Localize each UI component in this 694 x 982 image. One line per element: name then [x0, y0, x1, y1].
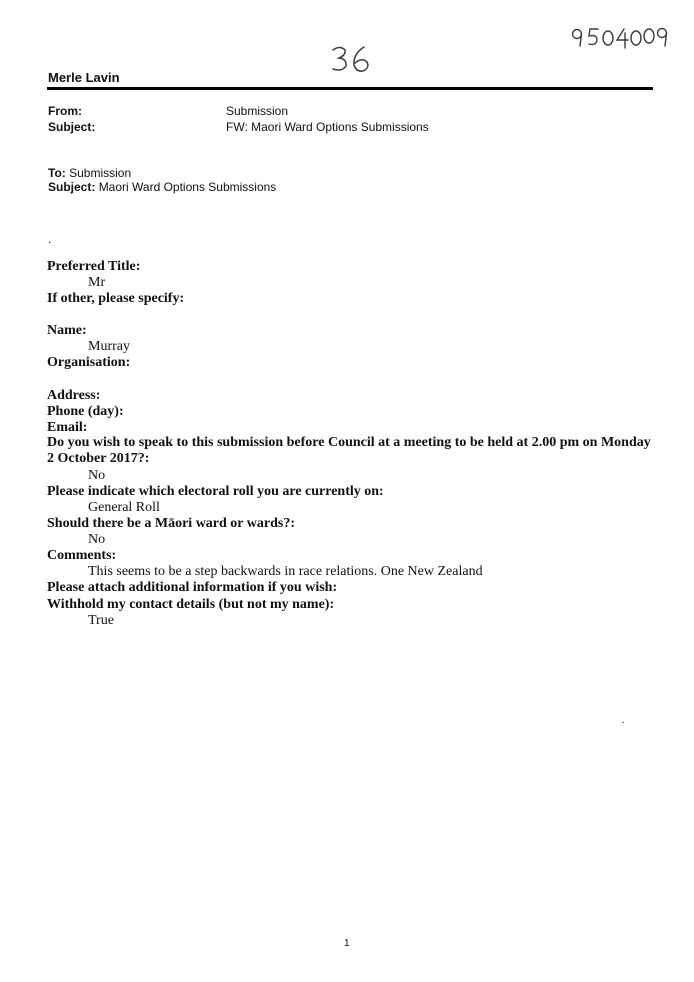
preferred-title-value: Mr	[88, 275, 106, 290]
maori-ward-label: Should there be a Māori ward or wards?:	[47, 516, 295, 531]
electoral-roll-value: General Roll	[88, 500, 160, 515]
page-number: 1	[344, 938, 350, 949]
from-label: From:	[48, 104, 82, 118]
to-label: To:	[48, 166, 66, 180]
body-marker: .	[48, 232, 52, 246]
withhold-details-label: Withhold my contact details (but not my name):	[47, 597, 335, 612]
address-label: Address:	[47, 388, 101, 403]
withhold-details-value: True	[88, 613, 114, 628]
attach-info-label: Please attach additional information if you wish:	[47, 580, 338, 595]
original-subject-value: Maori Ward Options Submissions	[98, 180, 277, 194]
speak-question-line1: Do you wish to speak to this submission before Council at a meeting to be held at 2.00 pm on Monday	[47, 435, 651, 450]
comments-value: This seems to be a step backwards in race relations. One New Zealand	[88, 564, 483, 579]
from-value: Submission	[226, 104, 289, 118]
other-specify-label: If other, please specify:	[47, 291, 185, 306]
handwritten-reference-number	[570, 24, 670, 52]
name-label: Name:	[47, 323, 87, 338]
original-subject-label: Subject:	[48, 180, 96, 194]
maori-ward-value: No	[88, 532, 106, 547]
original-subject-line	[48, 180, 276, 194]
preferred-title-label: Preferred Title:	[47, 259, 141, 274]
subject-label: Subject:	[48, 120, 96, 134]
handwritten-submission-number	[330, 44, 374, 76]
email-label: Email:	[47, 420, 88, 435]
electoral-roll-label: Please indicate which electoral roll you are currently on:	[47, 484, 384, 499]
phone-label: Phone (day):	[47, 404, 124, 419]
header-divider	[47, 87, 653, 90]
speak-value: No	[88, 468, 106, 483]
comments-label: Comments:	[47, 548, 117, 563]
sender-name: Merle Lavin	[48, 70, 120, 85]
subject-value: FW: Maori Ward Options Submissions	[226, 120, 429, 134]
speak-question-line2: 2 October 2017?:	[47, 451, 150, 466]
scan-speck	[622, 722, 624, 723]
name-value: Murray	[88, 339, 130, 354]
original-to-line	[48, 166, 131, 180]
to-value: Submission	[69, 166, 132, 180]
organisation-label: Organisation:	[47, 355, 131, 370]
